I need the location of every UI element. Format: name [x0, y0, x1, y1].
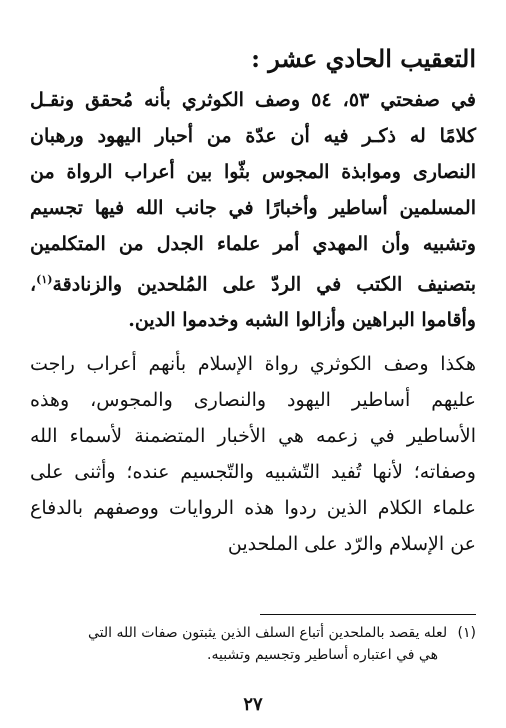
paragraph-2: هكذا وصف الكوثري رواة الإسلام بأنهم أعراب راجت عليهم أساطير اليهود والنصارى والمجوس، وهذه الأساطير في زعمه هي الأخبار المتضمنة لأسماء الله وصفاته؛ لأنها تُفيد التّشبيه والتّجسيم عنده؛ وأثنى على علماء الكلام الذين ردوا هذه الروايات ووصفهم بالدفاع عن الإسلام والرّد على الملحدين [30, 353, 476, 556]
footnote-number: (١) [457, 625, 476, 641]
footnote-divider [260, 614, 476, 615]
paragraph-1-text: في صفحتي ٥٣، ٥٤ وصف الكوثري بأنه مُحقق ونقـل كلامًا له ذكـر فيه أن عدّة من أحبار اليهود ورهبان النصارى وموابذة المجوس بثّوا بين أعراب الرواة من المسلمين أساطير وأخبارًا في جانب الله فيها تجسيم وتشبيه وأن المهدي أمر علماء الجدل من المتكلمين بتصنيف الكتب في الردّ على المُلحدين والزنادقة [30, 89, 476, 296]
section-heading: التعقيب الحادي عشر : [251, 44, 476, 73]
footnote-line-1: لعله يقصد بالملحدين أتباع السلف الذين يثبتون صفات الله التي [88, 625, 448, 641]
footnote-marker: (١) [36, 273, 53, 286]
paragraph-1 [30, 82, 476, 338]
footnote [30, 622, 476, 666]
paragraph-1-end: ، وأقاموا البراهين وأزالوا الشبه وخدموا الدين. [30, 273, 476, 332]
page-number: ٢٧ [243, 694, 263, 715]
footnote-line-2: هي في اعتباره أساطير وتجسيم وتشبيه. [207, 647, 438, 663]
